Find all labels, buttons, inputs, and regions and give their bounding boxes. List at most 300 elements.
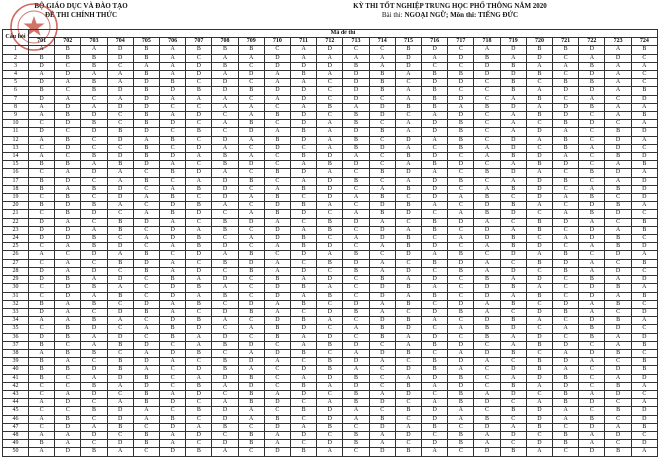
answer-cell: D bbox=[422, 333, 448, 341]
answer-cell: D bbox=[500, 366, 526, 374]
answer-cell: D bbox=[186, 112, 212, 120]
answer-cell: D bbox=[107, 54, 133, 62]
answer-cell: D bbox=[29, 276, 55, 284]
answer-cell: D bbox=[55, 120, 81, 128]
answer-cell: D bbox=[500, 103, 526, 111]
answer-cell: B bbox=[160, 333, 186, 341]
answer-cell: A bbox=[500, 128, 526, 136]
answer-cell: D bbox=[264, 284, 290, 292]
answer-cell: A bbox=[264, 267, 290, 275]
answer-cell: D bbox=[579, 46, 605, 54]
answer-cell: C bbox=[186, 194, 212, 202]
answer-cell: D bbox=[107, 243, 133, 251]
answer-row bbox=[3, 169, 658, 177]
question-number: 24 bbox=[3, 235, 29, 243]
answer-cell: A bbox=[29, 136, 55, 144]
answer-cell: A bbox=[160, 46, 186, 54]
answer-cell: D bbox=[133, 358, 159, 366]
answer-cell: C bbox=[29, 284, 55, 292]
answer-cell: D bbox=[631, 276, 657, 284]
question-number: 6 bbox=[3, 87, 29, 95]
answer-cell: D bbox=[81, 169, 107, 177]
answer-cell: A bbox=[160, 431, 186, 439]
answer-cell: A bbox=[395, 374, 421, 382]
question-number: 44 bbox=[3, 399, 29, 407]
answer-cell: C bbox=[395, 358, 421, 366]
answer-cell: B bbox=[107, 218, 133, 226]
answer-cell: A bbox=[500, 292, 526, 300]
answer-cell: D bbox=[55, 144, 81, 152]
answer-cell: C bbox=[238, 226, 264, 234]
answer-cell: D bbox=[160, 153, 186, 161]
answer-cell: C bbox=[317, 79, 343, 87]
answer-cell: A bbox=[133, 235, 159, 243]
answer-cell: B bbox=[553, 308, 579, 316]
answer-cell: D bbox=[238, 341, 264, 349]
answer-cell: D bbox=[343, 382, 369, 390]
answer-cell: A bbox=[291, 374, 317, 382]
answer-cell: D bbox=[186, 325, 212, 333]
answer-cell: C bbox=[160, 177, 186, 185]
answer-cell: B bbox=[343, 144, 369, 152]
answer-cell: D bbox=[317, 185, 343, 193]
answer-cell: C bbox=[107, 267, 133, 275]
answer-cell: B bbox=[238, 374, 264, 382]
answer-cell: C bbox=[422, 62, 448, 70]
answer-cell: B bbox=[291, 448, 317, 456]
answer-cell: B bbox=[605, 382, 631, 390]
answer-cell: B bbox=[29, 185, 55, 193]
answer-cell: C bbox=[500, 440, 526, 448]
answer-cell: B bbox=[500, 202, 526, 210]
answer-cell: B bbox=[212, 341, 238, 349]
answer-cell: B bbox=[212, 218, 238, 226]
answer-cell: C bbox=[317, 431, 343, 439]
answer-cell: C bbox=[343, 284, 369, 292]
exam-code-header: 713 bbox=[343, 38, 369, 46]
answer-cell: B bbox=[81, 62, 107, 70]
question-number: 3 bbox=[3, 62, 29, 70]
answer-cell: D bbox=[317, 177, 343, 185]
answer-cell: B bbox=[369, 87, 395, 95]
answer-cell: B bbox=[291, 349, 317, 357]
answer-cell: D bbox=[526, 194, 552, 202]
answer-cell: B bbox=[395, 349, 421, 357]
answer-cell: C bbox=[160, 103, 186, 111]
answer-cell: A bbox=[395, 276, 421, 284]
answer-cell: A bbox=[291, 177, 317, 185]
answer-cell: D bbox=[500, 325, 526, 333]
answer-cell: B bbox=[186, 128, 212, 136]
answer-row bbox=[3, 300, 658, 308]
answer-cell: A bbox=[160, 54, 186, 62]
answer-cell: B bbox=[605, 185, 631, 193]
answer-cell: C bbox=[343, 317, 369, 325]
answer-cell: B bbox=[343, 440, 369, 448]
answer-cell: D bbox=[579, 235, 605, 243]
answer-cell: A bbox=[55, 259, 81, 267]
header-row-group bbox=[3, 30, 658, 38]
answer-cell: D bbox=[212, 276, 238, 284]
answer-cell: C bbox=[291, 440, 317, 448]
answer-cell: A bbox=[29, 399, 55, 407]
answer-cell: D bbox=[500, 210, 526, 218]
answer-cell: C bbox=[526, 325, 552, 333]
answer-cell: A bbox=[422, 169, 448, 177]
answer-cell: C bbox=[29, 423, 55, 431]
answer-cell: C bbox=[212, 267, 238, 275]
answer-cell: A bbox=[238, 136, 264, 144]
answer-cell: B bbox=[422, 226, 448, 234]
answer-cell: C bbox=[29, 243, 55, 251]
answer-cell: C bbox=[133, 423, 159, 431]
answer-cell: B bbox=[291, 202, 317, 210]
answer-cell: B bbox=[500, 235, 526, 243]
answer-cell: C bbox=[238, 202, 264, 210]
answer-row bbox=[3, 144, 658, 152]
answer-cell: D bbox=[448, 341, 474, 349]
answer-cell: A bbox=[605, 87, 631, 95]
answer-cell: B bbox=[526, 161, 552, 169]
answer-cell: B bbox=[553, 144, 579, 152]
answer-cell: A bbox=[238, 103, 264, 111]
answer-cell: D bbox=[212, 407, 238, 415]
answer-cell: C bbox=[422, 144, 448, 152]
answer-cell: C bbox=[474, 177, 500, 185]
answer-row bbox=[3, 62, 658, 70]
answer-cell: C bbox=[212, 112, 238, 120]
answer-cell: A bbox=[369, 259, 395, 267]
answer-cell: D bbox=[264, 235, 290, 243]
answer-cell: A bbox=[264, 300, 290, 308]
answer-cell: C bbox=[264, 374, 290, 382]
answer-cell: A bbox=[448, 235, 474, 243]
answer-row bbox=[3, 161, 658, 169]
answer-cell: B bbox=[474, 169, 500, 177]
answer-cell: A bbox=[500, 112, 526, 120]
answer-cell: D bbox=[186, 144, 212, 152]
exam-code-header: 712 bbox=[317, 38, 343, 46]
answer-cell: D bbox=[133, 79, 159, 87]
answer-cell: D bbox=[579, 226, 605, 234]
answer-cell: A bbox=[474, 185, 500, 193]
answer-cell: B bbox=[186, 243, 212, 251]
answer-cell: C bbox=[186, 218, 212, 226]
answer-cell: C bbox=[579, 374, 605, 382]
ministry-name: BỘ GIÁO DỤC VÀ ĐÀO TẠO bbox=[34, 2, 128, 10]
answer-cell: B bbox=[133, 390, 159, 398]
answer-cell: B bbox=[29, 177, 55, 185]
answer-cell: A bbox=[605, 374, 631, 382]
answer-cell: D bbox=[448, 218, 474, 226]
answer-cell: B bbox=[500, 349, 526, 357]
answer-cell: A bbox=[55, 185, 81, 193]
answer-cell: C bbox=[160, 382, 186, 390]
answer-cell: C bbox=[29, 292, 55, 300]
answer-cell: D bbox=[238, 259, 264, 267]
answer-cell: D bbox=[107, 185, 133, 193]
answer-cell: D bbox=[212, 194, 238, 202]
answer-cell: B bbox=[107, 358, 133, 366]
exam-code-header: 710 bbox=[264, 38, 290, 46]
answer-cell: D bbox=[422, 415, 448, 423]
answer-cell: D bbox=[369, 112, 395, 120]
answer-cell: D bbox=[81, 112, 107, 120]
answer-cell: B bbox=[133, 144, 159, 152]
answer-cell: C bbox=[631, 300, 657, 308]
answer-cell: D bbox=[500, 71, 526, 79]
answer-cell: A bbox=[186, 333, 212, 341]
answer-cell: B bbox=[212, 46, 238, 54]
answer-cell: B bbox=[448, 251, 474, 259]
answer-cell: C bbox=[343, 169, 369, 177]
answer-cell: D bbox=[29, 95, 55, 103]
answer-cell: D bbox=[500, 46, 526, 54]
answer-cell: C bbox=[238, 317, 264, 325]
answer-cell: A bbox=[160, 112, 186, 120]
answer-cell: A bbox=[238, 194, 264, 202]
answer-cell: A bbox=[238, 54, 264, 62]
answer-cell: A bbox=[395, 177, 421, 185]
answer-cell: D bbox=[369, 292, 395, 300]
answer-cell: A bbox=[107, 317, 133, 325]
answer-cell: C bbox=[500, 358, 526, 366]
answer-cell: A bbox=[264, 185, 290, 193]
answer-cell: A bbox=[369, 358, 395, 366]
answer-cell: D bbox=[474, 202, 500, 210]
question-number: 47 bbox=[3, 423, 29, 431]
answer-cell: C bbox=[474, 136, 500, 144]
question-column-header: Câu hỏi bbox=[3, 30, 29, 46]
answer-cell: A bbox=[186, 374, 212, 382]
answer-cell: D bbox=[553, 300, 579, 308]
answer-cell: C bbox=[81, 399, 107, 407]
answer-cell: B bbox=[291, 382, 317, 390]
answer-cell: B bbox=[422, 259, 448, 267]
answer-cell: D bbox=[369, 448, 395, 456]
answer-cell: A bbox=[500, 161, 526, 169]
answer-row bbox=[3, 210, 658, 218]
answer-cell: B bbox=[500, 300, 526, 308]
question-number: 21 bbox=[3, 210, 29, 218]
answer-cell: B bbox=[369, 194, 395, 202]
answer-cell: C bbox=[369, 95, 395, 103]
answer-cell: A bbox=[526, 87, 552, 95]
answer-cell: B bbox=[81, 54, 107, 62]
answer-cell: B bbox=[553, 177, 579, 185]
answer-cell: A bbox=[160, 358, 186, 366]
answer-cell: A bbox=[500, 177, 526, 185]
answer-cell: D bbox=[160, 349, 186, 357]
answer-cell: D bbox=[107, 136, 133, 144]
answer-cell: A bbox=[186, 226, 212, 234]
answer-cell: D bbox=[369, 284, 395, 292]
answer-cell: D bbox=[291, 431, 317, 439]
answer-cell: C bbox=[29, 390, 55, 398]
answer-cell: D bbox=[422, 276, 448, 284]
answer-cell: A bbox=[81, 46, 107, 54]
answer-cell: A bbox=[526, 317, 552, 325]
answer-cell: A bbox=[133, 415, 159, 423]
answer-cell: C bbox=[474, 382, 500, 390]
answer-cell: C bbox=[81, 136, 107, 144]
answer-cell: A bbox=[369, 218, 395, 226]
answer-cell: A bbox=[29, 415, 55, 423]
answer-cell: A bbox=[212, 120, 238, 128]
answer-cell: D bbox=[526, 177, 552, 185]
answer-cell: C bbox=[500, 259, 526, 267]
answer-cell: C bbox=[500, 308, 526, 316]
answer-cell: D bbox=[553, 87, 579, 95]
exam-code-header: 716 bbox=[422, 38, 448, 46]
answer-cell: A bbox=[264, 259, 290, 267]
answer-cell: D bbox=[55, 399, 81, 407]
answer-key-table bbox=[2, 29, 658, 457]
answer-cell: C bbox=[81, 440, 107, 448]
answer-cell: B bbox=[474, 325, 500, 333]
answer-cell: C bbox=[369, 136, 395, 144]
answer-cell: B bbox=[317, 226, 343, 234]
answer-cell: D bbox=[579, 349, 605, 357]
answer-cell: B bbox=[422, 423, 448, 431]
answer-cell: B bbox=[238, 267, 264, 275]
question-number: 25 bbox=[3, 243, 29, 251]
answer-cell: A bbox=[81, 333, 107, 341]
answer-cell: C bbox=[55, 407, 81, 415]
answer-cell: D bbox=[553, 358, 579, 366]
answer-cell: B bbox=[369, 415, 395, 423]
answer-cell: C bbox=[579, 161, 605, 169]
answer-cell: D bbox=[369, 202, 395, 210]
answer-cell: C bbox=[553, 54, 579, 62]
answer-cell: D bbox=[81, 267, 107, 275]
answer-cell: A bbox=[526, 251, 552, 259]
answer-cell: C bbox=[631, 431, 657, 439]
answer-cell: C bbox=[553, 71, 579, 79]
answer-cell: A bbox=[474, 308, 500, 316]
answer-cell: D bbox=[160, 292, 186, 300]
answer-cell: A bbox=[264, 71, 290, 79]
answer-cell: D bbox=[474, 226, 500, 234]
answer-cell: D bbox=[160, 448, 186, 456]
answer-cell: B bbox=[55, 54, 81, 62]
answer-cell: C bbox=[605, 95, 631, 103]
answer-cell: D bbox=[448, 54, 474, 62]
answer-cell: A bbox=[81, 292, 107, 300]
answer-cell: A bbox=[55, 300, 81, 308]
answer-cell: D bbox=[395, 169, 421, 177]
answer-cell: D bbox=[343, 341, 369, 349]
answer-cell: A bbox=[29, 112, 55, 120]
answer-cell: C bbox=[238, 243, 264, 251]
answer-cell: B bbox=[81, 300, 107, 308]
answer-cell: A bbox=[212, 95, 238, 103]
answer-cell: A bbox=[160, 218, 186, 226]
answer-cell: C bbox=[526, 349, 552, 357]
answer-cell: B bbox=[212, 161, 238, 169]
answer-cell: D bbox=[422, 128, 448, 136]
answer-cell: C bbox=[238, 423, 264, 431]
answer-cell: B bbox=[526, 358, 552, 366]
answer-row bbox=[3, 243, 658, 251]
answer-cell: C bbox=[29, 194, 55, 202]
answer-cell: A bbox=[107, 169, 133, 177]
answer-cell: D bbox=[291, 267, 317, 275]
answer-cell: B bbox=[29, 202, 55, 210]
answer-cell: A bbox=[500, 341, 526, 349]
answer-cell: A bbox=[369, 431, 395, 439]
answer-cell: B bbox=[107, 226, 133, 234]
answer-cell: B bbox=[186, 382, 212, 390]
answer-cell: A bbox=[369, 390, 395, 398]
answer-row bbox=[3, 185, 658, 193]
answer-cell: C bbox=[107, 431, 133, 439]
answer-cell: B bbox=[29, 440, 55, 448]
answer-cell: A bbox=[343, 194, 369, 202]
answer-cell: D bbox=[422, 243, 448, 251]
answer-cell: A bbox=[29, 349, 55, 357]
answer-cell: C bbox=[448, 46, 474, 54]
answer-cell: A bbox=[238, 153, 264, 161]
answer-cell: B bbox=[605, 153, 631, 161]
answer-cell: A bbox=[395, 128, 421, 136]
answer-cell: B bbox=[631, 341, 657, 349]
answer-cell: D bbox=[29, 235, 55, 243]
answer-cell: B bbox=[238, 177, 264, 185]
answer-cell: D bbox=[186, 210, 212, 218]
answer-cell: B bbox=[29, 87, 55, 95]
answer-cell: A bbox=[474, 300, 500, 308]
answer-cell: A bbox=[579, 243, 605, 251]
answer-cell: B bbox=[160, 210, 186, 218]
answer-cell: C bbox=[107, 235, 133, 243]
answer-cell: D bbox=[186, 366, 212, 374]
answer-cell: B bbox=[81, 202, 107, 210]
answer-cell: B bbox=[186, 202, 212, 210]
answer-cell: D bbox=[526, 185, 552, 193]
answer-row bbox=[3, 415, 658, 423]
answer-cell: A bbox=[526, 136, 552, 144]
answer-cell: D bbox=[107, 194, 133, 202]
answer-cell: C bbox=[579, 407, 605, 415]
answer-cell: D bbox=[343, 71, 369, 79]
answer-cell: A bbox=[160, 440, 186, 448]
answer-cell: C bbox=[343, 423, 369, 431]
answer-cell: C bbox=[291, 399, 317, 407]
answer-cell: C bbox=[369, 374, 395, 382]
answer-cell: A bbox=[133, 210, 159, 218]
answer-cell: B bbox=[186, 46, 212, 54]
answer-cell: C bbox=[238, 95, 264, 103]
exam-code-header: 724 bbox=[631, 38, 657, 46]
answer-row bbox=[3, 251, 658, 259]
answer-row bbox=[3, 358, 658, 366]
answer-cell: D bbox=[631, 95, 657, 103]
answer-cell: A bbox=[55, 358, 81, 366]
answer-cell: D bbox=[238, 382, 264, 390]
answer-cell: A bbox=[317, 128, 343, 136]
answer-cell: A bbox=[29, 46, 55, 54]
answer-row bbox=[3, 235, 658, 243]
answer-cell: A bbox=[579, 185, 605, 193]
answer-cell: B bbox=[29, 358, 55, 366]
answer-cell: A bbox=[631, 284, 657, 292]
answer-cell: C bbox=[369, 120, 395, 128]
answer-cell: C bbox=[291, 308, 317, 316]
answer-cell: C bbox=[29, 169, 55, 177]
answer-row bbox=[3, 448, 658, 456]
answer-cell: B bbox=[605, 300, 631, 308]
